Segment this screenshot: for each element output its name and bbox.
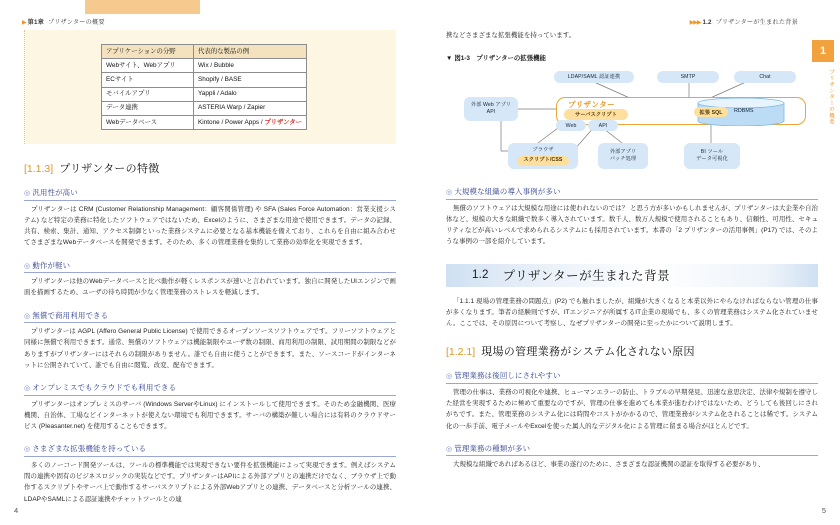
product-text: Yappli / Adalo [198, 90, 237, 98]
diagram-node-ldap-saml: LDAP/SAML 認証連携 [554, 71, 634, 83]
subheading-text: 無償で商用利用できる [32, 310, 109, 320]
thumb-chapter-number: 1 [812, 40, 834, 62]
circle-bullet-icon: ◎ [446, 189, 453, 197]
running-head-left [22, 17, 105, 26]
paragraph-section-intro: 「1.1.1 現場の管理業務の問題点」(P2) でも触れましたが、組織が大きくなると本業以外にやらなければならない管理の仕事が多くなります。筆者の経験則ですが、ITエンジニアが所属するIT企業の現場でも、多くの管理業務はシステム化されていません。ここでは、その原因について考察し、なぜプリザンターの開発に至ったかについて説明します。 [446, 297, 818, 328]
paragraph-extensions: 多くのノーコード開発ツールは、ツールの標準機能では実現できない要件を拡張機能によって実現できます。例えばシステム間の連携や固有のビジネスロジックの実装などです。プリザンターはAPIによる外部アプリとの連携だけでなく、ブラウザ上で動作するスクリプトやサーバ上で動作するサーバスクリプトによる外部Webアプリとの連携、データベースと分析ツールの連携、LDAPやSAMLによる認証連携やチャットツールとの連 [24, 461, 396, 503]
subheading-many-types [446, 443, 818, 457]
subheading-large-organizations [446, 186, 818, 200]
paragraph-onpremise-cloud: プリザンターはオンプレミスのサーバ (Windows ServerやLinux) にインストールして使用できます。そのため金融機関、医療機関、自治体、工場などインターネットが使えない環境でも利用できます。サーバの構築が難しい場合には有料のクラウドサービス (Pleasanter.net) を使用することもできます。 [24, 400, 396, 431]
table-row [102, 87, 307, 101]
table-cell-products [194, 73, 307, 87]
circle-bullet-icon: ◎ [24, 385, 31, 393]
diagram-label-rdbms: RDBMS [734, 108, 754, 115]
figure-caption-text: 図1-3 プリザンターの拡張機能 [454, 55, 546, 63]
node-line-1: BI ツール [700, 149, 724, 156]
triangle-icon: ▶▶▶ [689, 20, 701, 26]
diagram-chip-extended-sql: 拡張 SQL [694, 107, 728, 117]
running-head-swatch [85, 0, 200, 14]
heading-1-2-1 [446, 343, 818, 359]
subheading-text: 汎用性が高い [32, 188, 78, 198]
product-text: ASTERIA Warp / Zapier [198, 104, 266, 112]
page-number-left: 4 [14, 506, 19, 515]
left-text-column [24, 30, 396, 507]
subheading-text: 管理業務の種類が多い [454, 443, 531, 453]
node-line-2: データ可視化 [696, 156, 728, 163]
diagram-chip-script-css: スクリプト/CSS [517, 156, 569, 166]
subheading-text: 動作が軽い [32, 260, 71, 270]
node-line-1: 外部アプリ [609, 149, 637, 156]
section-title: プリザンターが生まれた背景 [502, 269, 671, 284]
right-text-column [446, 30, 818, 473]
running-head-section-number: 1.2 [702, 19, 712, 26]
table-cell-field: データ連携 [102, 101, 194, 115]
node-line-2: バッチ処理 [609, 156, 637, 163]
circle-bullet-icon: ◎ [24, 446, 31, 454]
subheading-text: オンプレミスでもクラウドでも利用できる [32, 383, 177, 393]
diagram-node-smtp: SMTP [657, 71, 719, 83]
table-cell-field: Webサイト、Webアプリ [102, 59, 194, 73]
table-header-row [102, 45, 307, 59]
paragraph-performance: プリザンターは他のWebデータベースと比べ動作が軽くレスポンスが速いと言われています。独自に開発したUIエンジンで画面を描画するため、ユーザの待ち時間が少なく管理業務のストレスを軽減します。 [24, 278, 396, 297]
paragraph-free-commercial: プリザンターは AGPL (Affero General Public License) で使用できるオープンソースソフトウェアです。フリーソフトウェアと同様に無償で利用できます。通常、無償のソフトウェアは機能制限やユーザ数の制限、商用利用の制限、試用期間の制限などがありますがプリザンターにはそれらの制限がありません。誰でも自由に使うことができます。また、ソースコードがインターネットに公開されていて、誰でも自由に閲覧、改変、配布できます。 [24, 328, 396, 369]
subheading-versatility [24, 187, 396, 201]
table-cell-products [194, 115, 307, 129]
figure-caption [446, 53, 818, 62]
table-header-products: 代表的な製品の例 [194, 45, 307, 59]
subheading-onpremise-cloud [24, 382, 396, 396]
diagram-chip-server-script: サーバスクリプト [564, 109, 628, 120]
diagram-core-title: プリザンター [568, 100, 616, 110]
table-row [102, 73, 307, 87]
paragraph-postponed: 管理の仕事は、業務の可視化や連携、ヒューマンエラーの防止、トラブルの早期発見、迅速な意思決定、法律や規制を遵守した経営を実現するために極めて重要なのですが、管理の仕事を進めても本業が進むわけではないため、どうしても後回しにされがちです。また、管理業務のシステム化には時間やコストがかかるので、管理業務がシステム化されることは稀です。システム化の一歩手前、電子メールやExcelを使った属人的なデジタル化による管理に留まる場合がほとんどです。 [446, 388, 818, 430]
table-cell-field: Webデータベース [102, 115, 194, 129]
table-row [102, 101, 307, 115]
product-highlight: プリザンター [264, 118, 303, 126]
diagram-node-external-app [598, 143, 648, 169]
product-text: Kintone / Power Apps / [198, 118, 265, 126]
diagram-node-external-web-app [464, 97, 518, 121]
diagram-node-bi-tool [684, 143, 740, 169]
subheading-text: 管理業務は後回しにされやすい [454, 371, 561, 381]
table-row [102, 115, 307, 129]
subheading-free-commercial [24, 310, 396, 324]
subheading-text: 大規模な組織の導入事例が多い [454, 187, 561, 197]
thumb-chapter-label: プリザンターの概要 [828, 69, 834, 125]
heading-1-1-3 [24, 160, 396, 176]
application-table-panel [24, 30, 396, 144]
table-row [102, 59, 307, 73]
heading-text: 現場の管理業務がシステム化されない原因 [481, 346, 695, 359]
heading-text: プリザンターの特徴 [59, 163, 160, 176]
heading-number: [1.2.1] [446, 346, 476, 359]
running-head-title: プリザンターが生まれた背景 [715, 19, 798, 26]
node-line-1: ブラウザ [532, 146, 554, 153]
table-cell-field: モバイルアプリ [102, 87, 194, 101]
paragraph-many-types: 大規模な組織であればあるほど、事業の遂行のために、さまざまな認証機関の認証を取得する必要があり、 [453, 461, 765, 469]
running-head-right [690, 17, 798, 26]
subheading-performance [24, 260, 396, 274]
section-banner-1-2 [446, 264, 818, 287]
table-cell-products [194, 101, 307, 115]
page-number-right: 5 [821, 506, 826, 515]
node-line-2: API [486, 109, 496, 116]
circle-bullet-icon: ◎ [24, 190, 31, 198]
down-triangle-icon: ▼ [446, 55, 453, 63]
paragraph-large-organizations: 無償のソフトウェアは大規模な用途には使われないのでは？ と思う方が多いかもしれませんが、プリザンターは大企業や自治体など、規模の大きな組織で数多く導入されています。数千人、数万人規模で使用されることもあり、信頼性、可用性、セキュリティなどが高いレベルで求められるシステムにも採用されています。本書の「2 プリザンターの活用事例」(P17) では、そのような事例の一部を紹介しています。 [446, 204, 818, 246]
table-cell-products [194, 87, 307, 101]
node-line-1: 外部 Web アプリ [470, 102, 512, 109]
table-cell-field: ECサイト [102, 73, 194, 87]
subheading-text: さまざまな拡張機能を持っている [32, 444, 147, 454]
subheading-postponed [446, 370, 818, 384]
circle-bullet-icon: ◎ [24, 262, 31, 270]
paragraph-versatility: プリザンターは CRM (Customer Relationship Management：顧客関係管理) や SFA (Sales Force Automation：営業支援システム) など特定の業務に特化したソフトウェアではないため、Excelのように、さまざまな用途で使用できます。データの記録、共有、検索、集計、通知、アクセス制御といった業務システムに必要となる基本機能を備えており、これらを自由に組み合わせてさまざまなWebデータベースを開発できます。そのため、多くの管理業務を集約して業務の効率化を実現できます。 [24, 205, 396, 247]
product-text: Wix / Bubble [198, 61, 234, 69]
running-head-title: プリザンターの概要 [48, 19, 105, 26]
extension-architecture-diagram [446, 67, 818, 175]
diagram-chip-api: API [588, 120, 618, 131]
diagram-chip-web: Web [556, 120, 586, 131]
paragraph-continued: 携などさまざまな拡張機能を持っています。 [446, 32, 576, 39]
product-text: Shopify / BASE [198, 75, 242, 83]
section-number: 1.2 [472, 269, 489, 282]
circle-bullet-icon: ◎ [24, 312, 31, 320]
diagram-node-chat: Chat [734, 71, 796, 83]
right-page [420, 0, 840, 525]
running-head-chapter: 第1章 [27, 19, 45, 26]
circle-bullet-icon: ◎ [446, 445, 453, 453]
table-cell-products [194, 59, 307, 73]
application-table [101, 44, 307, 130]
heading-number: [1.1.3] [24, 163, 54, 176]
circle-bullet-icon: ◎ [446, 373, 453, 381]
table-header-field: アプリケーションの分野 [102, 45, 194, 59]
diagram-node-browser [508, 143, 578, 169]
subheading-extensions [24, 443, 396, 457]
triangle-icon: ▶ [22, 20, 26, 26]
